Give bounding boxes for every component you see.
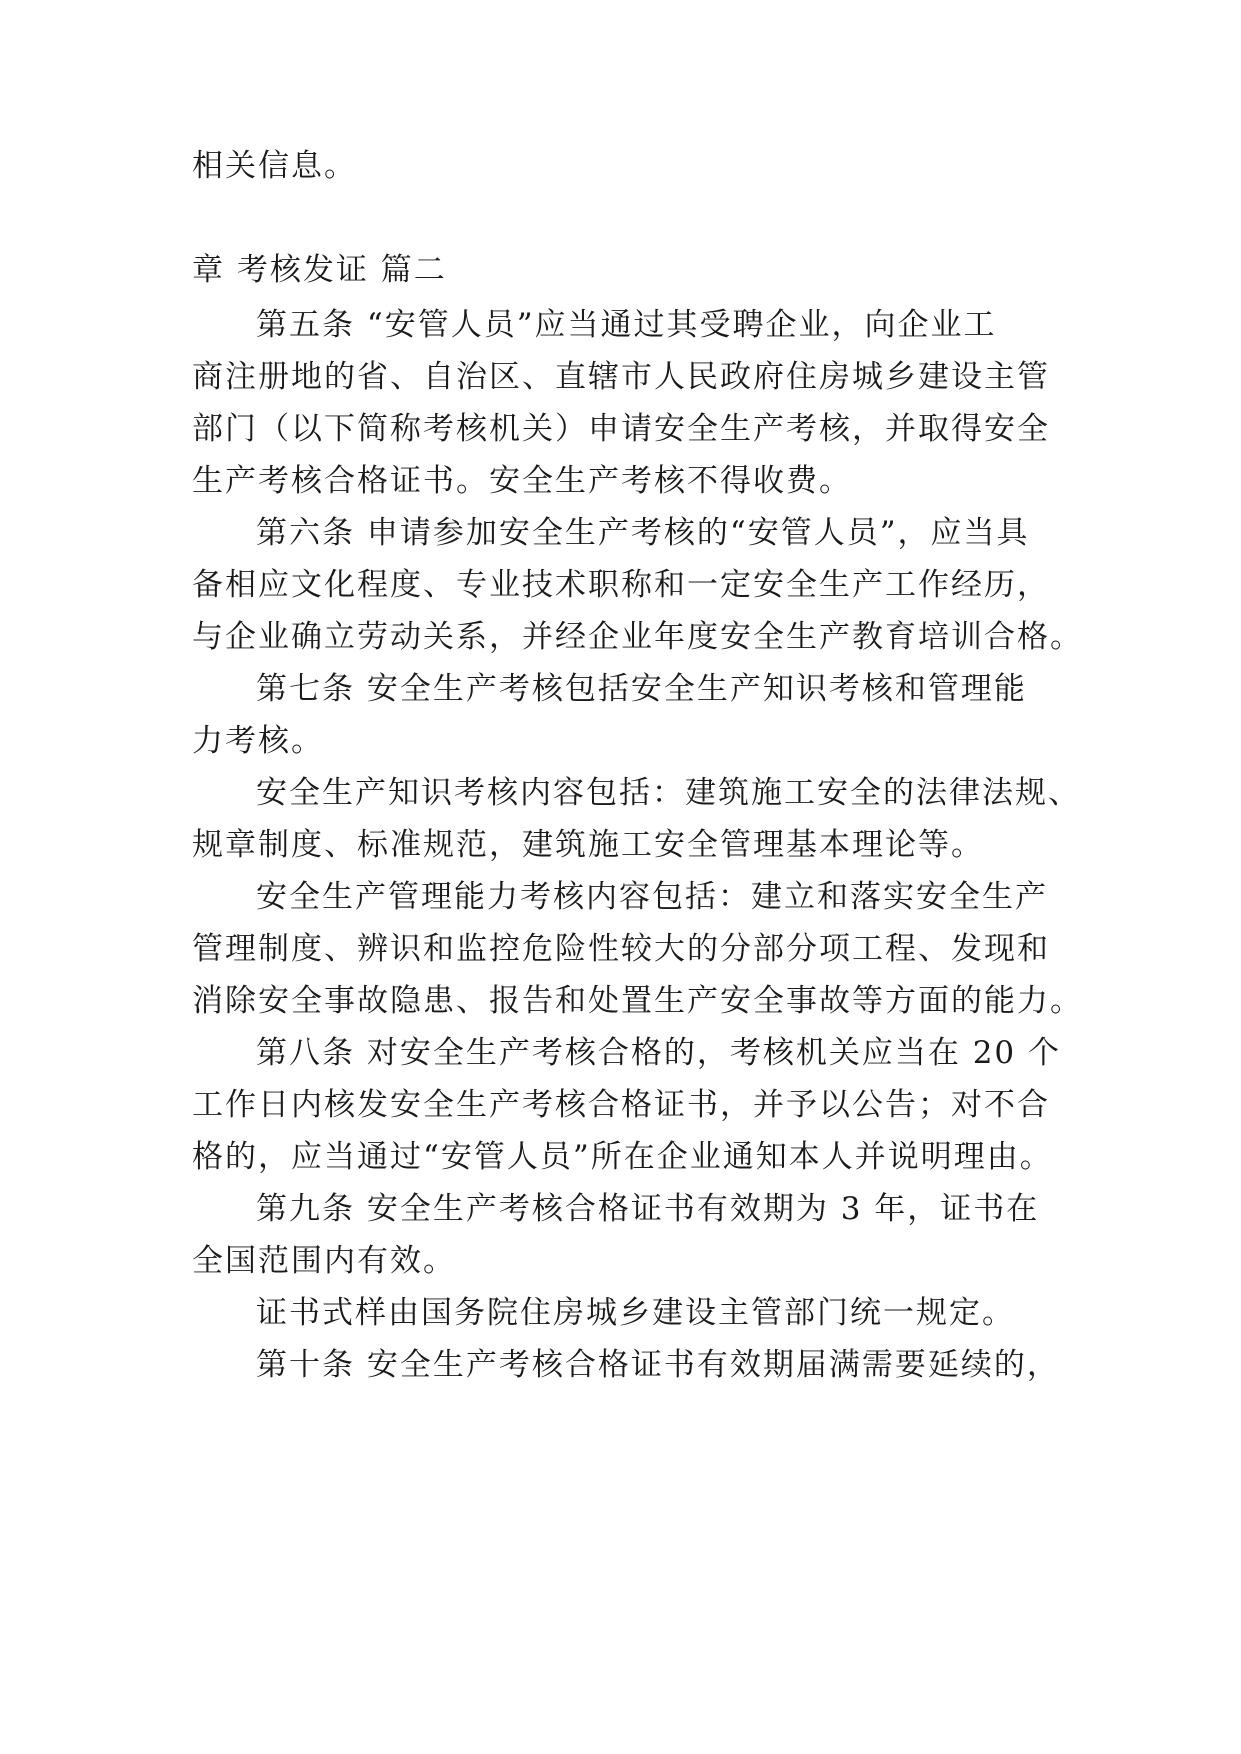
article-10-line-1: 第十条 安全生产考核合格证书有效期届满需要延续的， (256, 1347, 1060, 1383)
article-5-line-3: 部门（以下简称考核机关）申请安全生产考核，并取得安全 (192, 411, 1050, 447)
knowledge-exam-line-2: 规章制度、标准规范，建筑施工安全管理基本理论等。 (192, 827, 984, 863)
article-6-line-1: 第六条 申请参加安全生产考核的“安管人员”，应当具 (256, 515, 1030, 551)
ability-exam-line-1: 安全生产管理能力考核内容包括：建立和落实安全生产 (256, 879, 1048, 915)
article-5-line-1: 第五条 “安管人员”应当通过其受聘企业，向企业工 (256, 307, 997, 343)
ability-exam-line-2: 管理制度、辨识和监控危险性较大的分部分项工程、发现和 (192, 931, 1050, 967)
article-9-line-1: 第九条 安全生产考核合格证书有效期为 3 年，证书在 (256, 1191, 1040, 1227)
article-5-line-2: 商注册地的省、自治区、直辖市人民政府住房城乡建设主管 (192, 359, 1050, 395)
certificate-style-line: 证书式样由国务院住房城乡建设主管部门统一规定。 (256, 1295, 1015, 1331)
article-8-line-3: 格的，应当通过“安管人员”所在企业通知本人并说明理由。 (192, 1139, 1053, 1175)
article-8-line-2: 工作日内核发安全生产考核合格证书，并予以公告；对不合 (192, 1087, 1050, 1123)
article-9-line-2: 全国范围内有效。 (192, 1243, 456, 1279)
body-line: 相关信息。 (192, 148, 357, 184)
article-8-line-1: 第八条 对安全生产考核合格的，考核机关应当在 20 个 (256, 1035, 1062, 1071)
article-7-line-1: 第七条 安全生产考核包括安全生产知识考核和管理能 (256, 671, 1027, 707)
ability-exam-line-3: 消除安全事故隐患、报告和处置生产安全事故等方面的能力。 (192, 983, 1083, 1019)
section-heading: 章 考核发证 篇二 (192, 252, 447, 288)
article-6-line-2: 备相应文化程度、专业技术职称和一定安全生产工作经历， (192, 567, 1050, 603)
article-7-line-2: 力考核。 (192, 723, 324, 759)
article-5-line-4: 生产考核合格证书。安全生产考核不得收费。 (192, 463, 852, 499)
knowledge-exam-line-1: 安全生产知识考核内容包括：建筑施工安全的法律法规、 (256, 775, 1081, 811)
article-6-line-3: 与企业确立劳动关系，并经企业年度安全生产教育培训合格。 (192, 619, 1083, 655)
